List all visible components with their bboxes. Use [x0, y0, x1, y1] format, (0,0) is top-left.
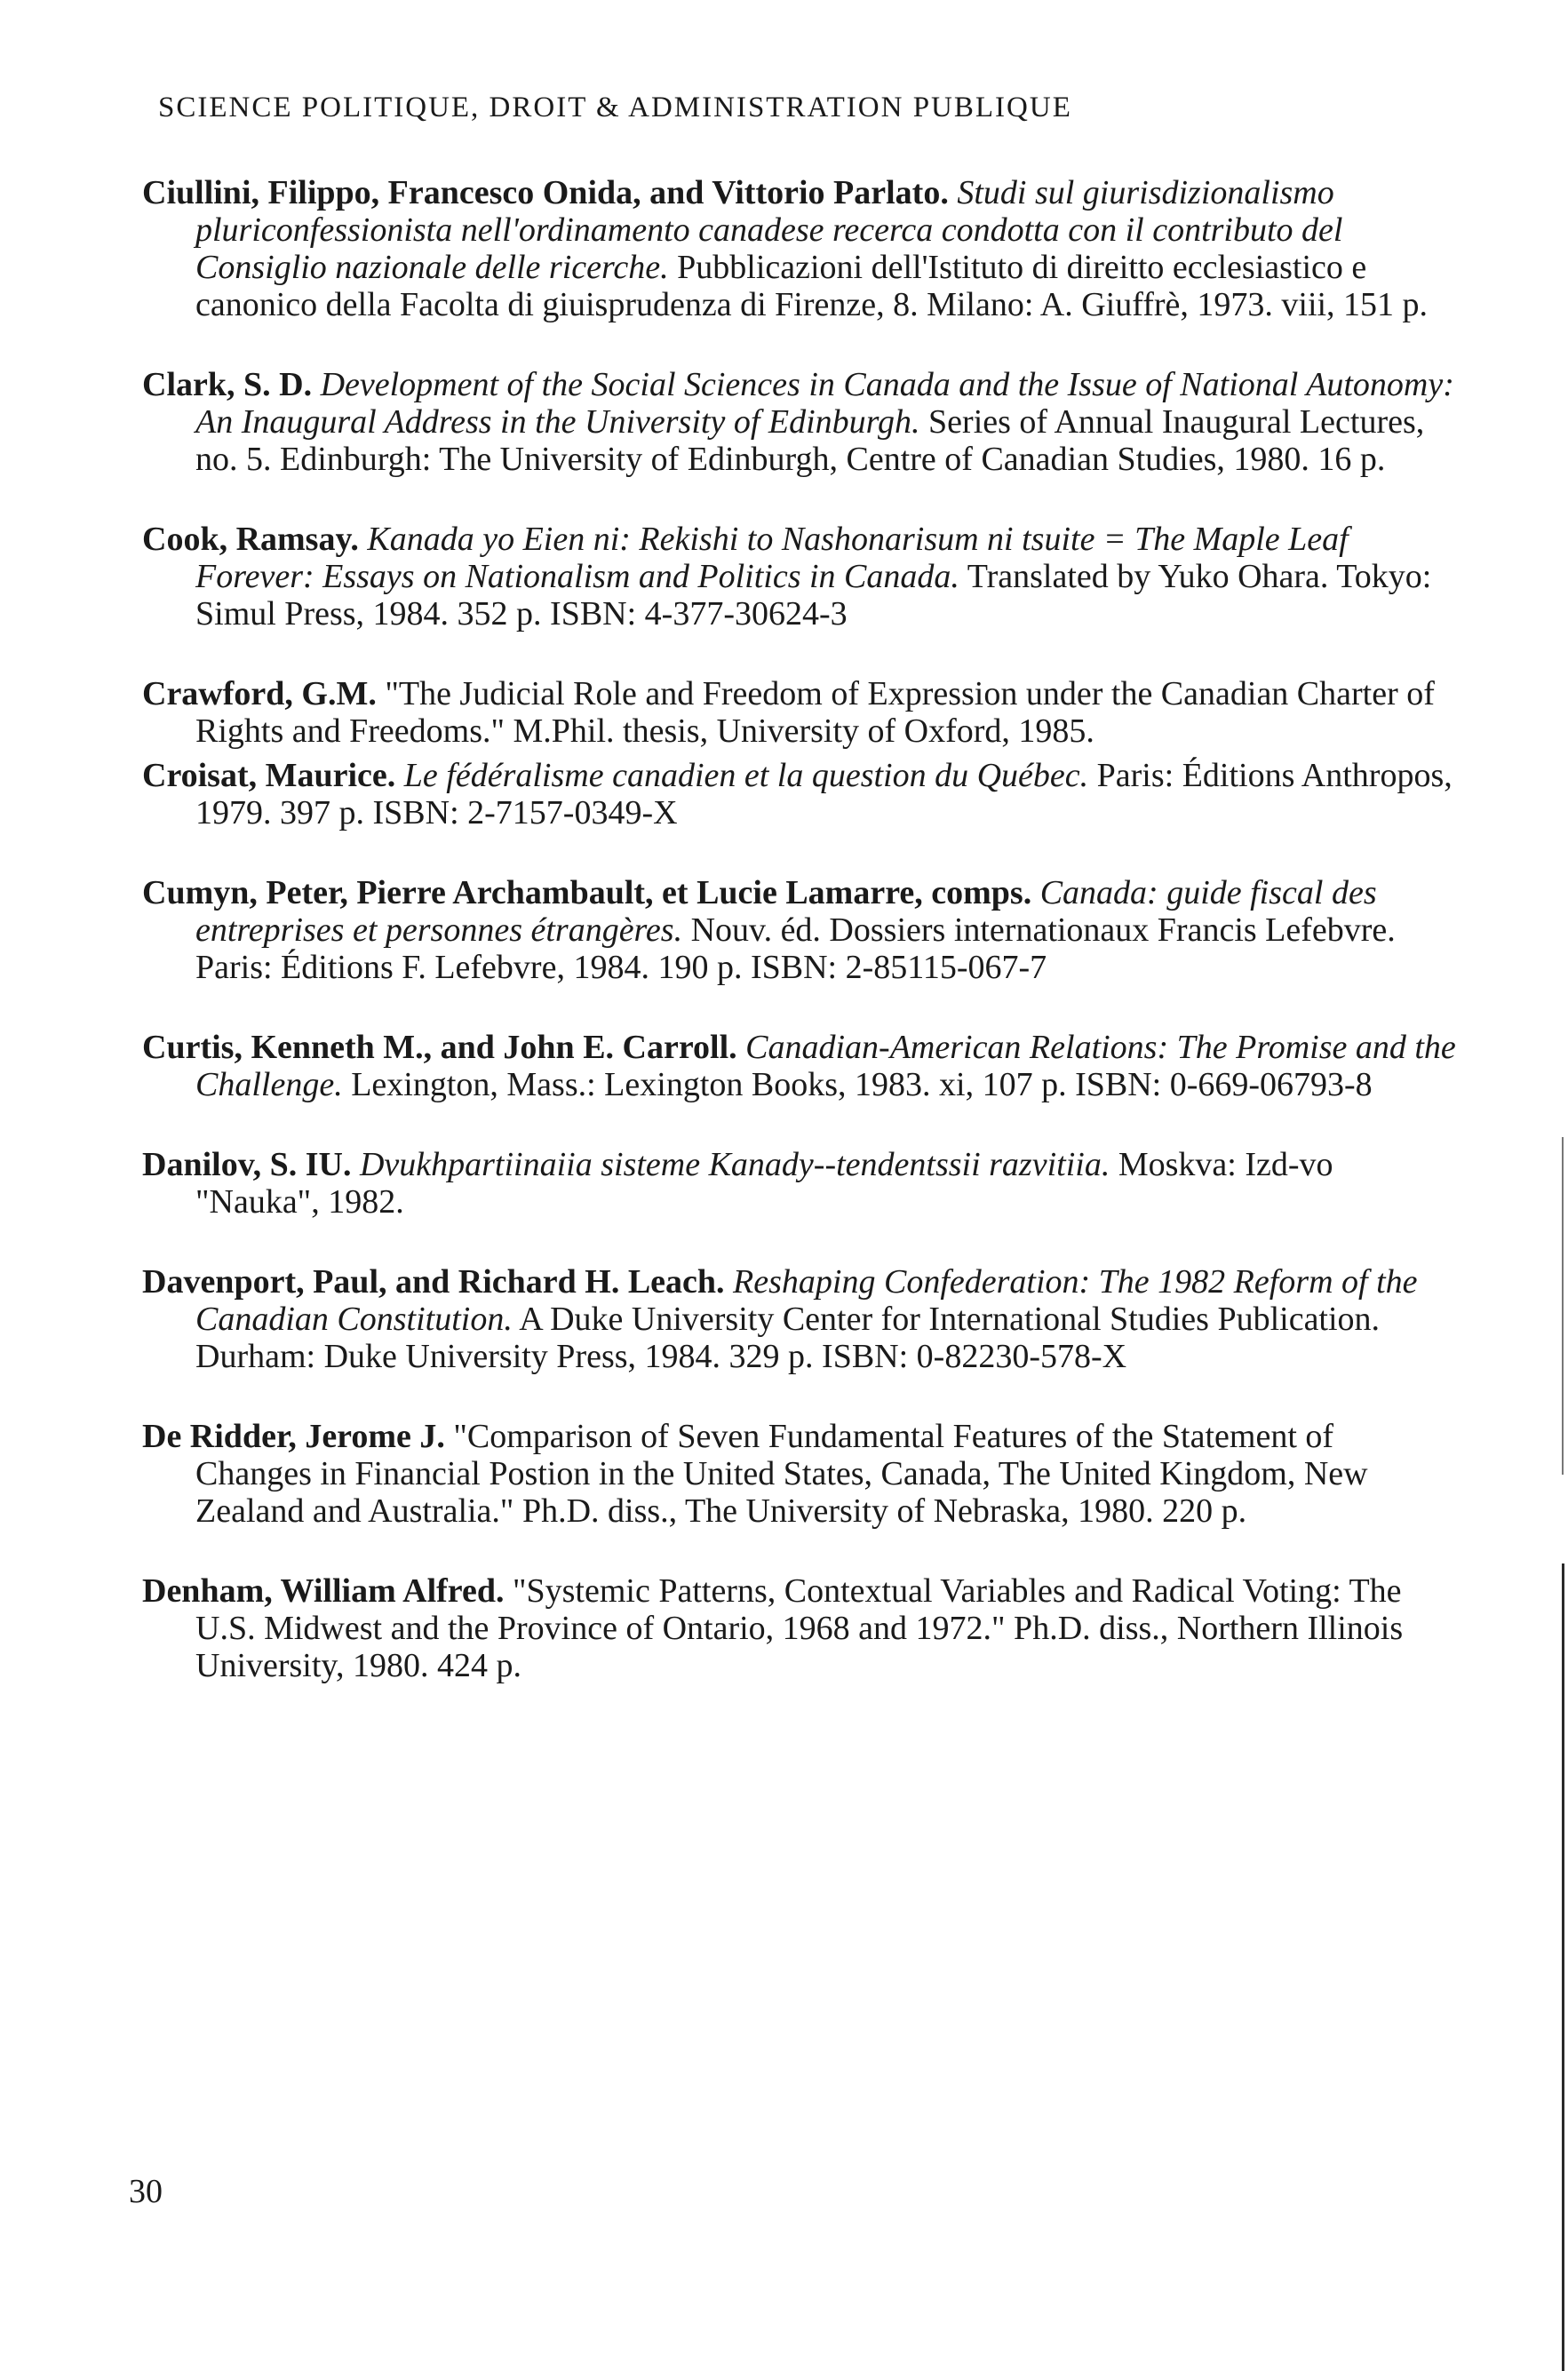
- bibliography-entry: [142, 174, 1457, 323]
- bibliography-entry: [142, 366, 1457, 478]
- entry-author: Clark, S. D.: [142, 366, 313, 403]
- entry-title: Canadian-American Relations: The Promise and the Challenge.: [195, 1029, 1456, 1103]
- bibliography-entry: [142, 675, 1457, 750]
- entry-details: Translated by Yuko Ohara. Tokyo: Simul Press, 1984. 352 p. ISBN: 4-377-30624-3: [195, 558, 1432, 633]
- entry-details: Series of Annual Inaugural Lectures, no. 5. Edinburgh: The University of Edinburgh, Centre of Canadian Studies, 1980. 16 p.: [195, 403, 1425, 478]
- entry-title: Kanada yo Eien ni: Rekishi to Nashonarisum ni tsuite = The Maple Leaf Forever: Essays on Nationalism and Politics in Canada.: [195, 521, 1349, 595]
- entry-details: Moskva: Izd-vo "Nauka", 1982.: [195, 1146, 1333, 1221]
- entry-details: A Duke University Center for International Studies Publication. Durham: Duke University Press, 1984. 329 p. ISBN: 0-82230-578-X: [195, 1301, 1381, 1375]
- entry-title: Reshaping Confederation: The 1982 Reform of the Canadian Constitution.: [195, 1263, 1418, 1338]
- running-head: SCIENCE POLITIQUE, DROIT & ADMINISTRATION PUBLIQUE: [158, 91, 1072, 123]
- bibliography-entry: [142, 521, 1457, 633]
- entry-author: Ciullini, Filippo, Francesco Onida, and Vittorio Parlato.: [142, 174, 949, 211]
- scan-edge-line: [1562, 1137, 1564, 1475]
- entry-details: Paris: Éditions Anthropos, 1979. 397 p. ISBN: 2-7157-0349-X: [195, 757, 1453, 831]
- entry-title: Canada: guide fiscal des entreprises et personnes étrangères.: [195, 874, 1377, 949]
- entry-author: Crawford, G.M.: [142, 675, 377, 712]
- entry-author: Danilov, S. IU.: [142, 1146, 352, 1183]
- bibliography-entry: [142, 1418, 1457, 1530]
- entry-details: "Comparison of Seven Fundamental Features of the Statement of Changes in Financial Postion in the United States, Canada, The United Kingdom, New Zealand and Australia." Ph.D. diss., The University of Nebraska, 1980. 220 p.: [195, 1418, 1368, 1530]
- entry-author: Denham, William Alfred.: [142, 1572, 505, 1610]
- entry-title: Development of the Social Sciences in Canada and the Issue of National Autonomy: An Inaugural Address in the University of Edinburgh.: [195, 366, 1454, 441]
- bibliography-list: [142, 174, 1457, 1684]
- entry-title: Studi sul giurisdizionalismo pluriconfessionista nell'ordinamento canadese recerca condotta con il contributo del Consiglio nazionale delle ricerche.: [195, 174, 1343, 286]
- page-number: 30: [129, 2173, 163, 2210]
- entry-title: Le fédéralisme canadien et la question du Québec.: [403, 757, 1089, 794]
- entry-details: Nouv. éd. Dossiers internationaux Francis Lefebvre. Paris: Éditions F. Lefebvre, 1984. 190 p. ISBN: 2-85115-067-7: [195, 911, 1396, 986]
- bibliography-entry: [142, 1029, 1457, 1103]
- entry-details: "The Judicial Role and Freedom of Expression under the Canadian Charter of Rights and Freedoms." M.Phil. thesis, University of Oxford, 1985.: [195, 675, 1435, 750]
- bibliography-entry: [142, 1146, 1457, 1221]
- entry-author: Curtis, Kenneth M., and John E. Carroll.: [142, 1029, 737, 1066]
- bibliography-entry: [142, 1263, 1457, 1375]
- bibliography-entry: [142, 874, 1457, 986]
- entry-author: De Ridder, Jerome J.: [142, 1418, 445, 1455]
- entry-author: Cook, Ramsay.: [142, 521, 359, 558]
- entry-details: Pubblicazioni dell'Istituto di direitto ecclesiastico e canonico della Facolta di giuisprudenza di Firenze, 8. Milano: A. Giuffrè, 1973. viii, 151 p.: [195, 249, 1429, 323]
- entry-details: Lexington, Mass.: Lexington Books, 1983. xi, 107 p. ISBN: 0-669-06793-8: [351, 1066, 1373, 1103]
- entry-title: Dvukhpartiinaiia sisteme Kanady--tendentssii razvitiia.: [359, 1146, 1110, 1183]
- bibliography-entry: [142, 1572, 1457, 1684]
- bibliography-entry: [142, 757, 1457, 831]
- entry-author: Davenport, Paul, and Richard H. Leach.: [142, 1263, 725, 1301]
- scan-edge-line: [1562, 1563, 1564, 2371]
- entry-author: Croisat, Maurice.: [142, 757, 396, 794]
- entry-details: "Systemic Patterns, Contextual Variables and Radical Voting: The U.S. Midwest and the Province of Ontario, 1968 and 1972." Ph.D. diss., Northern Illinois University, 1980. 424 p.: [195, 1572, 1404, 1684]
- entry-author: Cumyn, Peter, Pierre Archambault, et Lucie Lamarre, comps.: [142, 874, 1032, 911]
